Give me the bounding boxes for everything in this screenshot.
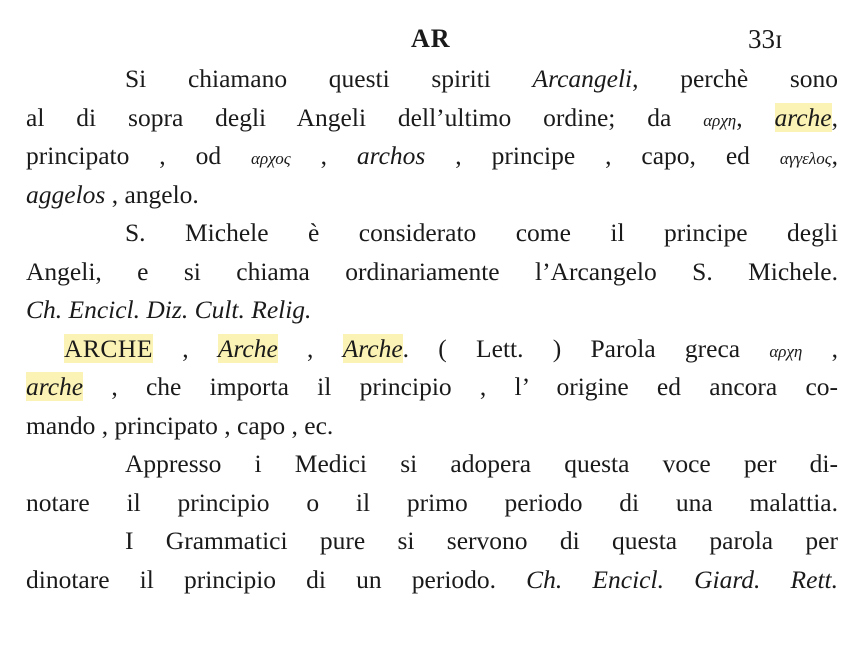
paragraph-1-line-2 bbox=[26, 99, 838, 138]
page-number: 33ɪ bbox=[748, 24, 783, 54]
highlighted-term: arche bbox=[774, 102, 832, 132]
text-run: , bbox=[152, 333, 218, 363]
text-run: , bbox=[802, 333, 839, 363]
text-run: , bbox=[831, 102, 839, 132]
text-run: , bbox=[290, 141, 357, 170]
greek-word: αγγελος bbox=[779, 149, 832, 168]
text-run: , bbox=[831, 141, 838, 170]
text-run: , angelo. bbox=[105, 179, 199, 209]
text-run: dinotare il principio di un periodo. bbox=[26, 564, 527, 594]
paragraph-1-line-4 bbox=[26, 176, 838, 215]
citation: Ch. Encicl. Giard. Rett. bbox=[526, 564, 838, 594]
entry-line-1 bbox=[26, 330, 838, 369]
text-run: Si chiamano questi spiriti bbox=[125, 64, 533, 93]
highlighted-term: Arche bbox=[342, 333, 403, 363]
paragraph-2-line-2: Angeli, e si chiama ordinariamente l’Arcangelo S. Michele. bbox=[26, 256, 838, 286]
text-run: , perchè sono bbox=[632, 64, 838, 93]
entry-line-2 bbox=[26, 368, 838, 407]
italic-term: aggelos bbox=[26, 179, 106, 209]
highlighted-term: arche bbox=[26, 372, 84, 401]
highlighted-term: Arche bbox=[217, 333, 278, 363]
text-run: , bbox=[277, 333, 343, 363]
text-run: al di sopra degli Angeli dell’ultimo ordine; da bbox=[26, 102, 704, 132]
paragraph-1-line-3 bbox=[26, 137, 838, 176]
text-run: , che importa il principio , l’ origine ed ancora co- bbox=[83, 372, 838, 401]
text-run: , bbox=[736, 102, 775, 132]
citation: Ch. Encicl. Diz. Cult. Relig. bbox=[26, 295, 312, 324]
page-header bbox=[0, 18, 856, 58]
italic-term: archos bbox=[356, 141, 426, 170]
paragraph-5-line-1: I Grammatici pure si servono di questa parola per bbox=[125, 526, 838, 555]
paragraph-4-line-2: notare il principio o il primo periodo di una malattia. bbox=[26, 487, 838, 517]
paragraph-5-line-2 bbox=[26, 561, 838, 600]
paragraph-1-line-1 bbox=[26, 60, 838, 99]
text-run: , principe , capo, ed bbox=[425, 141, 780, 170]
text-run: principato , od bbox=[26, 141, 252, 170]
text-run: . ( Lett. ) Parola greca bbox=[402, 333, 770, 363]
running-head: AR bbox=[411, 24, 451, 53]
paragraph-4-line-1: Appresso i Medici si adopera questa voce per di- bbox=[125, 449, 838, 478]
greek-word: αρχος bbox=[251, 149, 291, 168]
entry-headword: ARCHE bbox=[64, 333, 153, 363]
greek-word: αρχη bbox=[769, 341, 803, 361]
entry-line-3: mando , principato , capo , ec. bbox=[26, 410, 334, 440]
italic-term: Arcangeli bbox=[532, 64, 633, 93]
paragraph-2-line-1: S. Michele è considerato come il principe degli bbox=[125, 218, 838, 247]
body-text bbox=[26, 60, 838, 599]
greek-word: αρχη bbox=[703, 110, 737, 130]
